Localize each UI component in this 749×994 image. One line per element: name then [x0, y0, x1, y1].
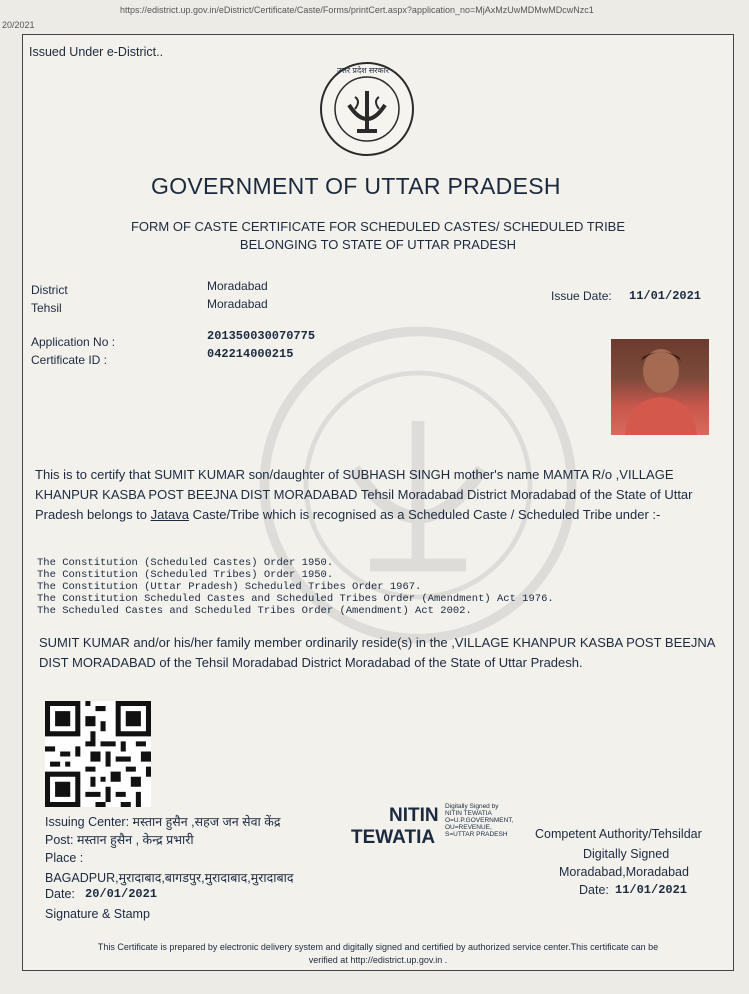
place-label: Place : [45, 851, 84, 865]
subtitle-line2: BELONGING TO STATE OF UTTAR PRADESH [239, 237, 517, 252]
issuing-center: Issuing Center: मस्तान हुसैन ,सहज जन सेवा केंद्र [45, 815, 281, 829]
certificate-page [22, 34, 734, 971]
residence-paragraph: SUMIT KUMAR and/or his/her family member ordinarily reside(s) in the ,VILLAGE KHANPUR KASBA POST BEEJNA DIST MORADABAD of the Tehsil Moradabad District Moradabad of the State of Uttar Pradesh. [39, 635, 715, 670]
application-no-value: 201350030070775 [207, 329, 316, 343]
print-date-fragment: 20/2021 [2, 20, 35, 30]
place-value: BAGADPUR,मुरादाबाद,बागडपुर,मुरादाबाद,मुरादाबाद [45, 871, 294, 885]
certify-text-part1: This is to certify that SUMIT KUMAR son/daughter of SUBHASH SINGH mother's name MAMTA R/o ,VILLAGE KHANPUR KASBA POST BEEJNA DIST MORADABAD Tehsil Moradabad District Moradabad of the State of Uttar Pradesh belongs to [35, 467, 693, 522]
sig-detail: OU=REVENUE, [445, 824, 492, 831]
footer-line2: verified at http://edistrict.up.gov.in . [308, 955, 448, 965]
emblem-text: उत्तर प्रदेश सरकार [337, 66, 390, 75]
authority-date-value: 11/01/2021 [615, 883, 688, 897]
qr-code-icon [45, 701, 151, 807]
issued-under-label: Issued Under e-District.. [29, 45, 164, 59]
authority-date-label: Date: [579, 883, 609, 897]
issuing-post: Post: मस्तान हुसैन , केन्द्र प्रभारी [45, 833, 194, 847]
signer-first-name: NITIN [389, 805, 439, 826]
authority-place: Moradabad,Moradabad [559, 865, 689, 879]
order-item: The Scheduled Castes and Scheduled Tribes Order (Amendment) Act 2002. [37, 605, 472, 617]
signature-stamp-label: Signature & Stamp [45, 907, 150, 921]
district-label: District [31, 283, 68, 297]
page-title: GOVERNMENT OF UTTAR PRADESH [151, 173, 561, 199]
order-item: The Constitution Scheduled Castes and Scheduled Tribes Order (Amendment) Act 1976. [37, 593, 554, 605]
sig-detail: Digitally Signed by [445, 803, 499, 810]
footer-note [23, 941, 733, 967]
signer-last-name: TEWATIA [351, 827, 436, 848]
caste-name: Jatava [150, 507, 189, 522]
date-value: 20/01/2021 [85, 887, 158, 901]
certificate-id-label: Certificate ID : [31, 353, 108, 367]
person-photo-icon [611, 339, 709, 435]
date-label: Date: [45, 887, 75, 901]
order-item: The Constitution (Scheduled Castes) Order 1950. [37, 557, 334, 569]
subtitle-line1: FORM OF CASTE CERTIFICATE FOR SCHEDULED CASTES/ SCHEDULED TRIBE [130, 219, 626, 234]
tehsil-value: Moradabad [207, 297, 268, 311]
district-value: Moradabad [207, 279, 268, 293]
certificate-id-value: 042214000215 [207, 347, 294, 361]
order-item: The Constitution (Uttar Pradesh) Scheduled Tribes Order 1967. [37, 581, 422, 593]
up-emblem [319, 61, 415, 157]
authority-title: Competent Authority/Tehsildar [535, 827, 702, 841]
orders-list [37, 557, 554, 617]
tehsil-label: Tehsil [31, 301, 62, 315]
sig-detail: O=U.P.GOVERNMENT, [445, 817, 514, 824]
print-url: https://edistrict.up.gov.in/eDistrict/Certificate/Caste/Forms/printCert.aspx?application_no=MjAxMzUwMDMwMDcwNzc1 [120, 5, 594, 15]
digital-signature-details [445, 803, 513, 838]
certify-text-part2: Caste/Tribe which is recognised as a Scheduled Caste / Scheduled Tribe under :- [188, 507, 661, 522]
certify-paragraph [35, 465, 723, 525]
digitally-signed-label: Digitally Signed [583, 847, 670, 861]
sig-detail: S=UTTAR PRADESH [445, 831, 508, 838]
sig-detail: NITIN TEWATIA [445, 810, 492, 817]
order-item: The Constitution (Scheduled Tribes) Order 1950. [37, 569, 334, 581]
issue-date-label: Issue Date: [551, 289, 612, 303]
applicant-photo [611, 339, 709, 435]
application-no-label: Application No : [31, 335, 116, 349]
issue-date-value: 11/01/2021 [629, 289, 702, 303]
footer-line1: This Certificate is prepared by electronic delivery system and digitally signed and certified by authorized service center.This certificate can be [97, 942, 659, 952]
